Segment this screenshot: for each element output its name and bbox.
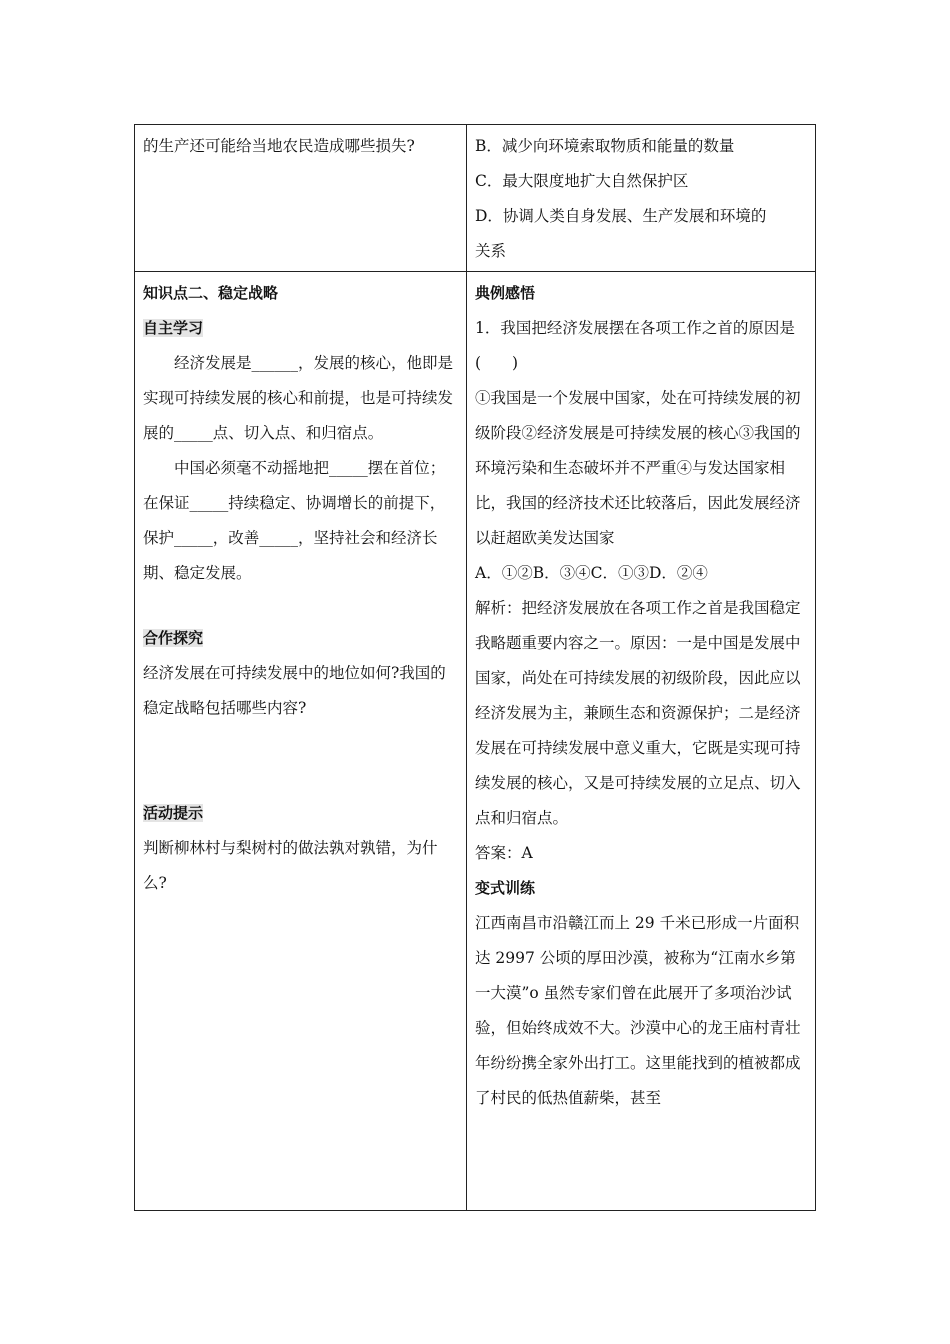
right-top-cell	[467, 125, 816, 272]
right-main-cell	[467, 272, 816, 1211]
activity-text: 判断柳林村与梨树村的做法孰对孰错，为什么?	[143, 839, 438, 892]
self-study-paragraph-2: 中国必须毫不动摇地把_____摆在首位；在保证_____持续稳定、协调增长的前提下，保护_____，改善_____，坚持社会和经济长期、稳定发展。	[143, 459, 446, 582]
option-d: D．协调人类自身发展、生产发展和环境的	[475, 207, 767, 225]
cooperation-text: 经济发展在可持续发展中的地位如何?我国的稳定战略包括哪些内容?	[143, 664, 446, 717]
self-study-paragraph-1: 经济发展是______，发展的核心，他即是实现可持续发展的核心和前提，也是可持续发展的_____点、切入点、和归宿点。	[143, 354, 454, 442]
option-b: B．减少向环境索取物质和能量的数量	[475, 137, 735, 155]
training-text: 江西南昌市沿赣江而上 29 千米已形成一片面积达 2997 公顷的厚田沙漠，被称为“江南水乡第一大漠”o 虽然专家们曾在此展开了多项治沙试验，但始终成效不大。沙漠中心的龙王庙村青壮年纷纷携全家外出打工。这里能找到的植被都成了村民的低热值薪柴，甚至	[475, 914, 801, 1107]
option-c: C．最大限度地扩大自然保护区	[475, 172, 689, 190]
activity-heading: 活动提示	[143, 804, 204, 822]
left-main-cell	[135, 272, 467, 1211]
continued-question: 的生产还可能给当地农民造成哪些损失?	[143, 137, 415, 155]
example-statements: ①我国是一个发展中国家，处在可持续发展的初级阶段②经济发展是可持续发展的核心③我国的环境污染和生态破坏并不严重④与发达国家相比，我国的经济技术还比较落后，因此发展经济以赶超欧美发达国家	[475, 389, 801, 547]
example-heading: 典例感悟	[475, 284, 536, 302]
example-answer: 答案：A	[475, 844, 533, 862]
example-choices: A．①②B．③④C．①③D．②④	[475, 564, 708, 582]
example-question: 1．我国把经济发展摆在各项工作之首的原因是( )	[475, 319, 795, 372]
option-d-continued: 关系	[475, 242, 507, 260]
cooperation-heading: 合作探究	[143, 629, 204, 647]
lesson-table	[134, 124, 816, 1211]
table-row	[135, 125, 816, 272]
example-analysis: 解析：把经济发展放在各项工作之首是我国稳定我略题重要内容之一。原因：一是中国是发展中国家，尚处在可持续发展的初级阶段，因此应以经济发展为主，兼顾生态和资源保护；二是经济发展在可持续发展中意义重大，它既是实现可持续发展的核心，又是可持续发展的立足点、切入点和归宿点。	[475, 599, 801, 827]
training-heading: 变式训练	[475, 879, 536, 897]
section-title: 知识点二、稳定战略	[143, 284, 279, 302]
self-study-heading: 自主学习	[143, 319, 204, 337]
table-row	[135, 272, 816, 1211]
left-top-cell	[135, 125, 467, 272]
